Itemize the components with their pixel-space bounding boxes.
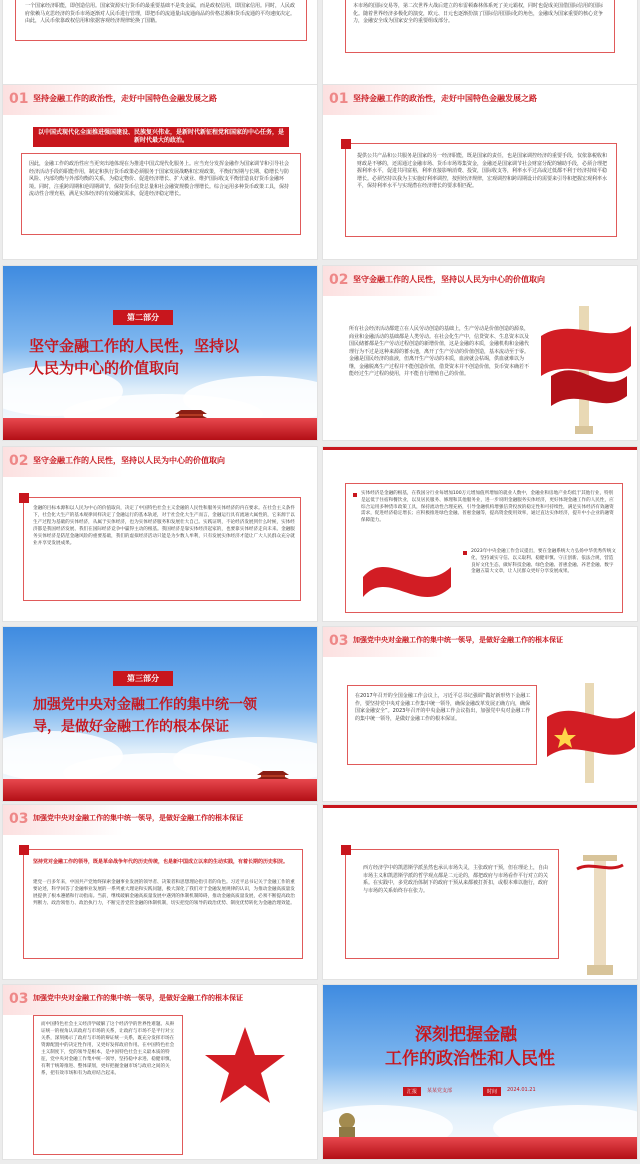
section-number: 01 <box>329 91 349 107</box>
slide-6[interactable] <box>2 446 318 622</box>
body-text: 建党一百多年来，中国共产党始终探索金融事业发展的领导者、决策者和思想理论指引者的角色。习近平总书记关于金融工作的重要论述，科学回答了金融事业发展的一系列重大理论和实践问题，极大深化了我们对于金融发展规律的认识，为推动金融高质量发展提供了根本遵循和行动指南。当前，继续破解金融高质量发展中遇到的体制机制障碍，推动金融高质量发展，必须不断提高政治判断力、政治领悟力、政治执行力，不断完善党管金融的体制机制，切实把党的领导的政治优势、制度优势转化为金融治理效能。 <box>33 880 295 906</box>
part-tag: 第三部分 <box>113 671 173 686</box>
time-label: 时间 <box>483 1087 501 1096</box>
section-title: 加强党中央对金融工作的集中统一领导，是做好金融工作的根本保证 <box>353 636 563 644</box>
section-number: 03 <box>329 633 349 649</box>
slide-10[interactable] <box>2 804 318 980</box>
ribbon-icon <box>359 547 455 607</box>
body-text-1: 实体经济是金融的根基，在我国分行业每增加100万元增加值所增加的就业人数中，金融业和房地产业均低于其他行业，特别是远低于住宿和餐饮业，以及居民服务、修理和其他服务业，进一步说明金融服务实体经济，更好体现金融工作的人民性，应综合运用多种货币政策工具，保持流动性合理充裕，引导金融机构增强信贷投放的稳定性和可持续性，满足实体经济有效融资需求，促进经济稳定增长；应积极推进绿色金融、普惠金融等，提高资金使用效率，通过直达实体经济，提升中小企业的融资保障能力。 <box>361 491 614 524</box>
end-title-line2: 工作的政治性和人民性 <box>385 1049 555 1069</box>
section-title: 坚持金融工作的政治性，走好中国特色金融发展之路 <box>353 94 537 103</box>
body-text: 因此，金融工作的政治性应当更突出地体现在为推进中国式现代化服务上。应当充分发挥金融作为国家调节和引导社会经济活动手段的职能作用，制定和执行货币政策必须服务于国家发展战略和宏观政策，平衡好短期与长期、稳增长与防风险、内部均衡与外部均衡的关系，为稳定物价、促进经济增长、扩大就业、维护国际收支平衡营造良好货币金融环境。同时，注重跨周期和逆周期调节，保持货币信贷总量和社会融资规模合理增长。综合运用多种货币政策工具，保持流动性合理充裕，满足实体经济的有效融资需求，促进经济稳定增长。 <box>29 161 290 197</box>
section-number: 02 <box>9 453 29 469</box>
section-title: 坚守金融工作的人民性，坚持以人民为中心的价值取向 <box>33 456 225 465</box>
top-line <box>323 805 638 808</box>
slide-11[interactable] <box>322 804 638 980</box>
body-text: 一个国家经济职能，即创造信用。国家资源实行货币的最重要基础不是贵金属，而是政权信用，即国家信用。同时，人民政府依赖马克思经济的货币市场逐渐对人民币进行管理，即把币的流通量由流通商品的价格总额和货币流通的平均速度决定。由此，人民币依靠政权信用和依据客观经济规律轮换了国籍。 <box>25 3 296 24</box>
slide-2[interactable] <box>2 84 318 260</box>
body-text-2: 2023年中央金融工作会议提出，要在金融系统大力弘扬中华优秀传统文化，坚持诚实守信、以义取利、稳健审慎、守正创新、依法合规，营造良好文化生态，做好科技金融、绿色金融、普惠金融、养老金融、数字金融五篇大文章，让人民群众更好分享发展成果。 <box>471 549 616 575</box>
body-text: 提供公共产品和公共服务是国家的另一经济职能，既是国家的责任，也是国家调控经济的重要手段，仅依靠税收和财政是不够的，还需通过金融市场、货币市场筹集资金，金融还是国家调节社会财富分配的辅助手段，必须合理把握利率水平，促进共同富裕，利率直接影响消费、投资，国际收支等，利率水平过高或过低都不利于经济持续平稳增长。必须坚持以我为主实施好利率调控，按照经济规律，宏观调控和跨周期设计的需要来引导和把握宏观利率水平，保持利率水平与实现潜在经济增长的要求相匹配。 <box>357 153 608 189</box>
section-title: 加强党中央对金融工作的集中统一领导，是做好金融工作的根本保证 <box>33 814 243 822</box>
corner-mark <box>341 139 351 149</box>
slide-5[interactable] <box>322 265 638 441</box>
section-title: 加强党中央对金融工作的集中统一领导，是做好金融工作的根本保证 <box>33 994 243 1002</box>
slide-3[interactable] <box>322 84 638 260</box>
bullet-mark <box>463 551 467 555</box>
cover-title-line1: 坚守金融工作的人民性，坚持以 <box>29 337 240 355</box>
end-title-line1: 深刻把握金融 <box>415 1025 517 1045</box>
bullet-mark <box>353 493 357 497</box>
body-text: 而中国特色社会主义经济学破解了这个经济学的世界性难题。从辩证统一的视角认识政府与市场的关系，让政府与市场不是平行对立关系，深刻揭示了政府与市场的辩证统一关系，既充分发挥市场在资源配置中的决定性作用，又更好发挥政府作用。在中国特色社会主义制度下，党的领导是根本，是中国特色社会主义最本质的特征，党中央对金融工作集中统一领导，坚持稳中求进、稳健审慎，有利于统筹推进、整体谋划，更好把握金融市场与政府之间的关系，把有效市场和有为政府结合起来。 <box>41 1022 175 1076</box>
corner-mark <box>19 845 29 855</box>
section-title: 坚守金融工作的人民性，坚持以人民为中心的价值取向 <box>353 275 545 284</box>
cover-title-line2: 导，是做好金融工作的根本保证 <box>33 719 229 735</box>
cover-title-line1: 加强党中央对金融工作的集中统一领 <box>33 697 257 713</box>
body-text: 本市场的国际交易等，第二次世界大战后建立的布雷顿森林体系死了美元霸权，同时也促成美国借国际信用的国际化。随着世界经济多极化的演变，欧元、日元也逐渐扮演了国际信用国际化的角色，金融成为国家重要的核心竞争力，金融安全成为国家安全的重要组成部分。 <box>353 3 604 24</box>
body-text: 所有社会经济活动都建立在人民劳动创造的基础上，生产劳动是价值创造的源泉，商业和金融活动的基础都是人类劳动。在社会化生产中，信贷资本、生息资本以及国民储蓄都是生产劳动过程创造的新增价值，这是金融的本质，金融机构和金融代理行为不过是这种来源的蓄水池，离开了生产劳动的价值创造，基本流动至于零。金融是国民经济的血液，但离开生产劳动的本质，血液就会枯竭，供血就难以为继，金融脱离生产过程并不能创造价值，借贷资本并不创造价值，货币资本确若不能经过生产过程的使用，并不能自行增殖自己的价值。 <box>349 326 530 377</box>
part-tag: 第二部分 <box>113 310 173 325</box>
slide-8[interactable] <box>2 626 318 802</box>
slide-4[interactable] <box>2 265 318 441</box>
section-title: 坚持金融工作的政治性，走好中国特色金融发展之路 <box>33 94 217 103</box>
cover-title-line2: 人民为中心的价值取向 <box>29 359 180 377</box>
reporter-label: 汇报 <box>403 1087 421 1096</box>
corner-mark <box>19 493 29 503</box>
lead-text: 坚持党对金融工作的领导，既是革命战争年代的历史传统，也是新中国成立以来的生动实践，有着长期的历史积淀。 <box>33 859 289 865</box>
body-text: 金融的目标本源和以人民为中心的价值取向，决定了中国特色社会主义金融的人民性和服务实体经济的内在要求。在社会主义条件下，社会化大生产的基本规律同样决定了金融运行的基本轨迹，对于社会化大生产而言，金融运行具有流通大属性的，它来源于以生产过程为基础的实体经济，从属于实体经济，也为实体经济服务和发展壮大自己。实践证明，不论经济发展到什么时候，实体经济都是我国经济发展、我们在国际经济竞争中赢得主动的根基。我国经济是靠实体经济起家的，也要靠实体经济走向未来。金融服务实体经济是防范金融风险的重要基础，我们的虚拟经济活动只能是为少数人牟利，只有发展实体经济才能让广大人民群众充分就业并享受发展成果。 <box>33 506 295 546</box>
slide-7[interactable] <box>322 446 638 622</box>
section-number: 03 <box>9 811 29 827</box>
red-flag-ribbon-icon <box>541 677 637 787</box>
red-wave <box>3 779 318 801</box>
slide-13[interactable] <box>322 984 638 1160</box>
body-text: 在2017年召开的全国金融工作会议上，习近平总书记强调“做好新形势下金融工作，要坚持党中央对金融工作集中统一领导，确保金融改革发展正确方向，确保国家金融安全”。2023年召开的中央金融工作会议指出，加强党中央对金融工作的集中统一领导，是做好金融工作的根本保证。 <box>355 693 531 722</box>
slide-9[interactable] <box>322 626 638 802</box>
top-line <box>323 447 638 450</box>
date: 2024.01.21 <box>507 1087 536 1093</box>
red-flag-ribbon-icon <box>531 296 635 436</box>
star-icon <box>203 1023 287 1107</box>
red-wave <box>3 418 318 440</box>
red-wave <box>323 1137 638 1159</box>
reporter: 某某党支部 <box>427 1088 453 1094</box>
corner-mark <box>341 845 351 855</box>
section-number: 03 <box>9 991 29 1007</box>
section-number: 02 <box>329 272 349 288</box>
column-icon <box>575 839 625 979</box>
section-number: 01 <box>9 91 29 107</box>
highlight-banner: 以中国式现代化全面推进强国建设、民族复兴伟业，是新时代新征程党和国家的中心任务，是新时代最大的政治。 <box>33 127 289 147</box>
slide-12[interactable] <box>2 984 318 1160</box>
body-text: 西方经济学中的凯恩斯学派虽然也承认市场失灵，主张政府干预，但在理论上，自由市场主义和凯恩斯学派的哲学观点都是二元论的，都把政府与市场看作平行对立的关系。在实践中，多党政治体制下的政府干预从来都被打折扣，或根本难以施行，政府与市场的关系始终存在张力。 <box>363 865 549 894</box>
